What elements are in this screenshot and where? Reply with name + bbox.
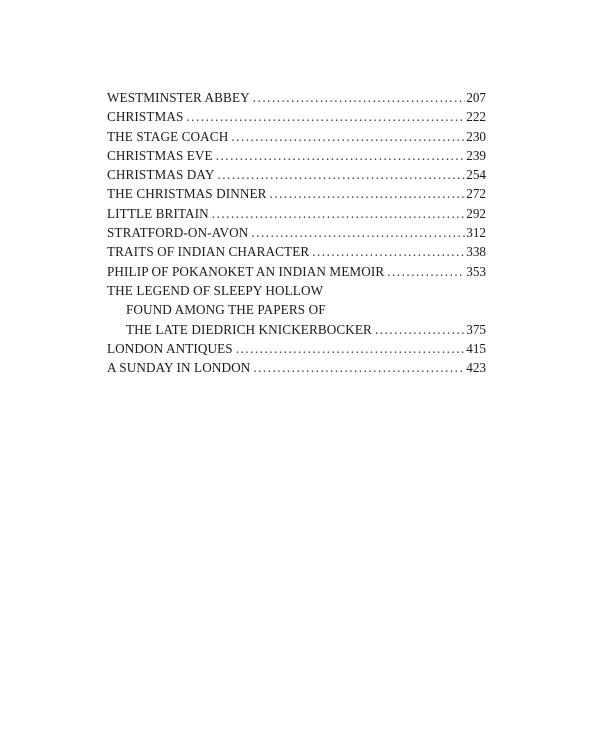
toc-entry[interactable]: [107, 223, 486, 242]
toc-entry-title: THE STAGE COACH: [107, 128, 229, 144]
dot-leader: [251, 223, 465, 242]
dot-leader: [186, 107, 465, 126]
dot-leader: [212, 204, 465, 223]
toc-entry[interactable]: [107, 146, 486, 165]
dot-leader: [253, 88, 465, 107]
toc-entry-title: LONDON ANTIQUES: [107, 340, 233, 356]
toc-entry[interactable]: [107, 165, 486, 184]
toc-entry-title: CHRISTMAS: [107, 109, 184, 125]
toc-entry[interactable]: [107, 262, 486, 281]
toc-entry[interactable]: [107, 281, 486, 300]
toc-entry-page: 338: [466, 244, 486, 260]
toc-entry-page: 222: [466, 109, 486, 125]
toc-entry[interactable]: [107, 88, 486, 107]
toc-entry-title: A SUNDAY IN LONDON: [107, 360, 251, 376]
dot-leader: [231, 127, 465, 146]
toc-entry-page: 375: [466, 321, 486, 337]
toc-entry-title: FOUND AMONG THE PAPERS OF: [126, 302, 326, 318]
dot-leader: [312, 242, 465, 261]
toc-entry-page: 207: [466, 90, 486, 105]
dot-leader: [387, 262, 465, 281]
toc-entry-title: THE LATE DIEDRICH KNICKERBOCKER: [126, 321, 372, 337]
toc-entry[interactable]: [107, 242, 486, 261]
table-of-contents: [107, 88, 486, 377]
toc-entry[interactable]: [107, 339, 486, 358]
toc-entry-title: WESTMINSTER ABBEY: [107, 90, 250, 105]
toc-entry-title: TRAITS OF INDIAN CHARACTER: [107, 244, 310, 260]
toc-entry-continuation[interactable]: [107, 320, 486, 339]
toc-entry-page: 239: [466, 147, 486, 163]
dot-leader: [375, 320, 465, 339]
toc-entry[interactable]: [107, 204, 486, 223]
toc-entry-title: THE CHRISTMAS DINNER: [107, 186, 267, 202]
toc-entry-title: LITTLE BRITAIN: [107, 205, 209, 221]
toc-entry-title: CHRISTMAS DAY: [107, 167, 215, 183]
toc-entry-page: 254: [466, 167, 486, 183]
toc-entry-title: THE LEGEND OF SLEEPY HOLLOW: [107, 282, 324, 298]
toc-entry-page: 415: [466, 340, 486, 356]
dot-leader: [217, 165, 465, 184]
toc-entry-title: PHILIP OF POKANOKET AN INDIAN MEMOIR: [107, 263, 385, 279]
toc-entry-title: CHRISTMAS EVE: [107, 147, 213, 163]
dot-leader: [270, 184, 466, 203]
toc-entry-page: 292: [466, 205, 486, 221]
dot-leader: [216, 146, 466, 165]
dot-leader: [253, 358, 465, 377]
toc-entry-page: 230: [466, 128, 486, 144]
toc-entry[interactable]: [107, 127, 486, 146]
toc-entry-title: STRATFORD-ON-AVON: [107, 225, 249, 241]
toc-entry[interactable]: [107, 184, 486, 203]
toc-entry-continuation[interactable]: [107, 300, 486, 319]
toc-entry[interactable]: [107, 107, 486, 126]
toc-entry-page: 353: [466, 263, 486, 279]
toc-entry-page: 272: [466, 186, 486, 202]
dot-leader: [236, 339, 466, 358]
toc-entry[interactable]: [107, 358, 486, 377]
toc-entry-page: 423: [466, 360, 486, 376]
toc-entry-page: 312: [466, 225, 486, 241]
